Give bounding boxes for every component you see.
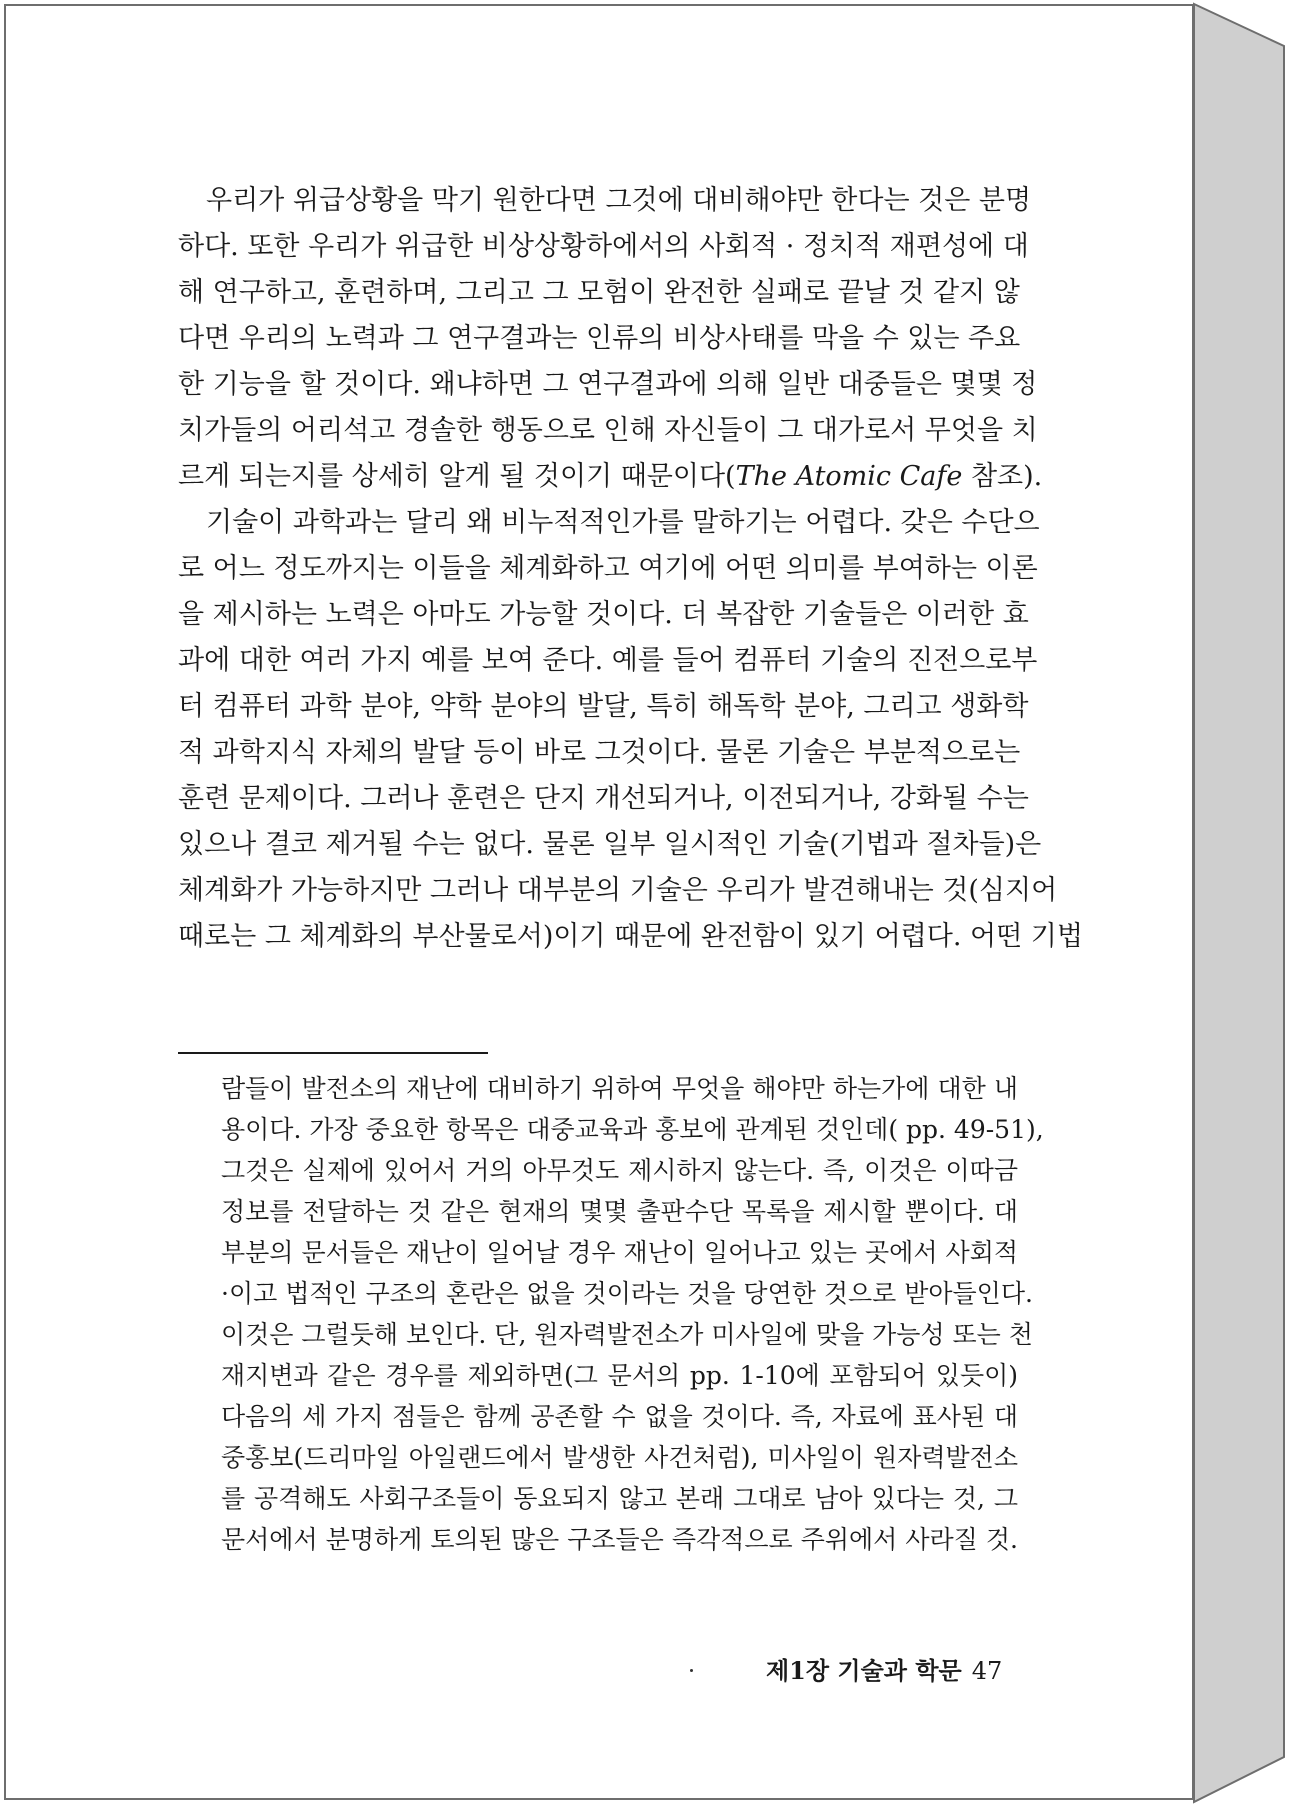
paragraph [178, 500, 1083, 960]
footnote-line: 람들이 발전소의 재난에 대비하기 위하여 무엇을 해야만 하는가에 대한 내 [221, 1074, 1018, 1103]
text-line: 다면 우리의 노력과 그 연구결과는 인류의 비상사태를 막을 수 있는 주요 [178, 323, 1021, 354]
footnote-line: 정보를 전달하는 것 같은 현재의 몇몇 출판수단 목록을 제시할 뿐이다. 대 [221, 1197, 1018, 1226]
footnote-line: 문서에서 분명하게 토의된 많은 구조들은 즉각적으로 주위에서 사라질 것. [221, 1525, 1018, 1554]
text-line: 치가들의 어리석고 경솔한 행동으로 인해 자신들이 그 대가로서 무엇을 치 [178, 415, 1038, 446]
text-line: 훈련 문제이다. 그러나 훈련은 단지 개선되거나, 이전되거나, 강화될 수는 [178, 783, 1029, 814]
page-number: 47 [971, 1657, 1003, 1685]
paragraph [178, 178, 1043, 500]
footnote-rule [178, 1052, 488, 1054]
chapter-title: 제1장 기술과 학문 [766, 1656, 962, 1685]
text-line: 기술이 과학과는 달리 왜 비누적적인가를 말하기는 어렵다. 갖은 수단으 [206, 507, 1040, 538]
film-title: The Atomic Cafe [735, 461, 963, 492]
print-speck [690, 1669, 693, 1672]
text-line: 해 연구하고, 훈련하며, 그리고 그 모험이 완전한 실패로 끝날 것 같지 않 [178, 277, 1020, 308]
footnote-text [221, 1068, 1044, 1560]
text-line: 적 과학지식 자체의 발달 등이 바로 그것이다. 물론 기술은 부분적으로는 [178, 737, 1021, 768]
main-text [178, 178, 1083, 960]
footnote-line: 재지변과 같은 경우를 제외하면(그 문서의 pp. 1-10에 포함되어 있듯이) [221, 1361, 1018, 1390]
text-line: 과에 대한 여러 가지 예를 보여 준다. 예를 들어 컴퓨터 기술의 진전으로부 [178, 645, 1038, 676]
footnote-line: ·이고 법적인 구조의 혼란은 없을 것이라는 것을 당연한 것으로 받아들인다. [221, 1279, 1033, 1308]
text-line: 한 기능을 할 것이다. 왜냐하면 그 연구결과에 의해 일반 대중들은 몇몇 정 [178, 369, 1038, 400]
text-line: 우리가 위급상황을 막기 원한다면 그것에 대비해야만 한다는 것은 분명 [206, 185, 1032, 216]
footnote-line: 부분의 문서들은 재난이 일어날 경우 재난이 일어나고 있는 곳에서 사회적 [221, 1238, 1018, 1267]
text-line: 체계화가 가능하지만 그러나 대부분의 기술은 우리가 발견해내는 것(심지어 [178, 875, 1058, 906]
footnote-line: 다음의 세 가지 점들은 함께 공존할 수 없을 것이다. 즉, 자료에 표사된 대 [221, 1402, 1018, 1431]
text-line: 로 어느 정도까지는 이들을 체계화하고 여기에 어떤 의미를 부여하는 이론 [178, 553, 1038, 584]
text-line: 터 컴퓨터 과학 분야, 약학 분야의 발달, 특히 해독학 분야, 그리고 생화학 [178, 691, 1029, 722]
footnote-line: 중홍보(드리마일 아일랜드에서 발생한 사건처럼), 미사일이 원자력발전소 [221, 1443, 1018, 1472]
page-footer [766, 1651, 1002, 1686]
text-line: 을 제시하는 노력은 아마도 가능할 것이다. 더 복잡한 기술들은 이러한 효 [178, 599, 1029, 630]
text-line: 하다. 또한 우리가 위급한 비상상황하에서의 사회적 · 정치적 재편성에 대 [178, 231, 1029, 262]
text-line: 때로는 그 체계화의 부산물로서)이기 때문에 완전함이 있기 어렵다. 어떤 기법 [178, 921, 1083, 952]
footnote-line: 그것은 실제에 있어서 거의 아무것도 제시하지 않는다. 즉, 이것은 이따금 [221, 1156, 1018, 1185]
footnote-line: 용이다. 가장 중요한 항목은 대중교육과 홍보에 관계된 것인데( pp. 49-51), [221, 1115, 1044, 1144]
footnote-line: 를 공격해도 사회구조들이 동요되지 않고 본래 그대로 남아 있다는 것, 그 [221, 1484, 1018, 1513]
footnote-line: 이것은 그럴듯해 보인다. 단, 원자력발전소가 미사일에 맞을 가능성 또는 천 [221, 1320, 1033, 1349]
text-line: 있으나 결코 제거될 수는 없다. 물론 일부 일시적인 기술(기법과 절차들)은 [178, 829, 1042, 860]
text-line: 르게 되는지를 상세히 알게 될 것이기 때문이다(The Atomic Cafe 참조). [178, 461, 1043, 492]
book-page [4, 4, 1194, 1800]
